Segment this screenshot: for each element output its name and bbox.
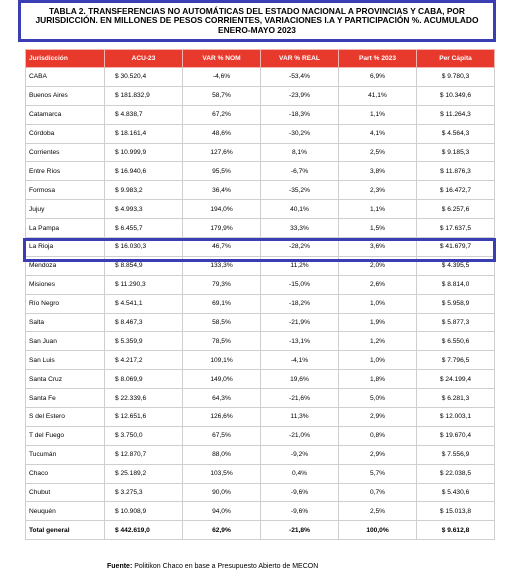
cell-jurisdiccion: Tucumán bbox=[26, 445, 105, 464]
cell-acu23: $ 4.993,3 bbox=[105, 200, 183, 219]
total-cell-var-real: -21,8% bbox=[261, 521, 339, 540]
table-header-row bbox=[26, 50, 495, 68]
cell-part-2023: 2,5% bbox=[339, 502, 417, 521]
cell-jurisdiccion: Río Negro bbox=[26, 294, 105, 313]
cell-part-2023: 1,8% bbox=[339, 370, 417, 389]
cell-jurisdiccion: CABA bbox=[26, 68, 105, 87]
cell-var-real: 8,1% bbox=[261, 143, 339, 162]
cell-var-nom: 46,7% bbox=[183, 238, 261, 257]
cell-jurisdiccion: La Rioja bbox=[26, 238, 105, 257]
cell-part-2023: 2,0% bbox=[339, 256, 417, 275]
cell-per-capita: $ 19.670,4 bbox=[417, 426, 495, 445]
cell-jurisdiccion: La Pampa bbox=[26, 219, 105, 238]
cell-var-nom: 94,0% bbox=[183, 502, 261, 521]
cell-acu23: $ 16.030,3 bbox=[105, 238, 183, 257]
table-row bbox=[26, 162, 495, 181]
table-row bbox=[26, 181, 495, 200]
cell-var-real: 33,3% bbox=[261, 219, 339, 238]
cell-var-nom: -4,6% bbox=[183, 68, 261, 87]
cell-per-capita: $ 11.876,3 bbox=[417, 162, 495, 181]
cell-var-nom: 79,3% bbox=[183, 275, 261, 294]
cell-var-nom: 133,3% bbox=[183, 256, 261, 275]
cell-var-nom: 127,6% bbox=[183, 143, 261, 162]
table-row bbox=[26, 219, 495, 238]
cell-var-nom: 126,6% bbox=[183, 408, 261, 427]
table-row bbox=[26, 86, 495, 105]
cell-part-2023: 5,0% bbox=[339, 389, 417, 408]
cell-acu23: $ 30.520,4 bbox=[105, 68, 183, 87]
header-var-real: VAR % REAL bbox=[261, 50, 339, 68]
table-row bbox=[26, 464, 495, 483]
cell-var-nom: 58,7% bbox=[183, 86, 261, 105]
cell-part-2023: 1,2% bbox=[339, 332, 417, 351]
cell-var-nom: 67,2% bbox=[183, 105, 261, 124]
cell-var-nom: 48,6% bbox=[183, 124, 261, 143]
source-note bbox=[107, 563, 318, 570]
cell-jurisdiccion: Santa Cruz bbox=[26, 370, 105, 389]
cell-per-capita: $ 12.003,1 bbox=[417, 408, 495, 427]
cell-part-2023: 4,1% bbox=[339, 124, 417, 143]
cell-jurisdiccion: Santa Fe bbox=[26, 389, 105, 408]
cell-var-real: 0,4% bbox=[261, 464, 339, 483]
cell-acu23: $ 16.940,6 bbox=[105, 162, 183, 181]
cell-per-capita: $ 8.814,0 bbox=[417, 275, 495, 294]
cell-acu23: $ 10.908,9 bbox=[105, 502, 183, 521]
cell-acu23: $ 8.467,3 bbox=[105, 313, 183, 332]
cell-part-2023: 2,9% bbox=[339, 408, 417, 427]
table-row bbox=[26, 275, 495, 294]
cell-jurisdiccion: Jujuy bbox=[26, 200, 105, 219]
cell-var-real: -30,2% bbox=[261, 124, 339, 143]
table-row bbox=[26, 200, 495, 219]
cell-var-real: -18,3% bbox=[261, 105, 339, 124]
total-cell-var-nom: 62,9% bbox=[183, 521, 261, 540]
cell-var-real: -28,2% bbox=[261, 238, 339, 257]
cell-jurisdiccion: San Juan bbox=[26, 332, 105, 351]
cell-var-real: -6,7% bbox=[261, 162, 339, 181]
cell-var-nom: 90,0% bbox=[183, 483, 261, 502]
cell-part-2023: 3,8% bbox=[339, 162, 417, 181]
cell-acu23: $ 25.189,2 bbox=[105, 464, 183, 483]
cell-part-2023: 41,1% bbox=[339, 86, 417, 105]
cell-jurisdiccion: T del Fuego bbox=[26, 426, 105, 445]
cell-part-2023: 1,1% bbox=[339, 105, 417, 124]
cell-jurisdiccion: Buenos Aires bbox=[26, 86, 105, 105]
cell-acu23: $ 3.275,3 bbox=[105, 483, 183, 502]
table-row bbox=[26, 351, 495, 370]
cell-part-2023: 2,9% bbox=[339, 445, 417, 464]
cell-jurisdiccion: S del Estero bbox=[26, 408, 105, 427]
table-row bbox=[26, 445, 495, 464]
cell-per-capita: $ 7.796,5 bbox=[417, 351, 495, 370]
cell-var-nom: 103,5% bbox=[183, 464, 261, 483]
cell-acu23: $ 12.651,6 bbox=[105, 408, 183, 427]
cell-per-capita: $ 9.780,3 bbox=[417, 68, 495, 87]
cell-per-capita: $ 5.958,9 bbox=[417, 294, 495, 313]
cell-acu23: $ 11.290,3 bbox=[105, 275, 183, 294]
cell-per-capita: $ 6.281,3 bbox=[417, 389, 495, 408]
cell-part-2023: 1,9% bbox=[339, 313, 417, 332]
cell-jurisdiccion: Misiones bbox=[26, 275, 105, 294]
source-label: Fuente: bbox=[107, 563, 133, 570]
cell-part-2023: 1,1% bbox=[339, 200, 417, 219]
cell-per-capita: $ 7.556,9 bbox=[417, 445, 495, 464]
cell-per-capita: $ 15.013,8 bbox=[417, 502, 495, 521]
cell-var-real: -21,6% bbox=[261, 389, 339, 408]
cell-var-real: -15,0% bbox=[261, 275, 339, 294]
cell-jurisdiccion: Corrientes bbox=[26, 143, 105, 162]
cell-var-nom: 78,5% bbox=[183, 332, 261, 351]
cell-per-capita: $ 11.264,3 bbox=[417, 105, 495, 124]
total-cell-jurisdiccion: Total general bbox=[26, 521, 105, 540]
table-title: TABLA 2. TRANSFERENCIAS NO AUTOMÁTICAS DEL ESTADO NACIONAL A PROVINCIAS Y CABA, POR JURISDICCIÓN. EN MILLONES DE PESOS CORRIENTES, VARIACIONES I.A Y PARTICIPACIÓN %. ACUMULADO ENERO-MAYO 2023 bbox=[35, 5, 479, 35]
cell-per-capita: $ 17.637,5 bbox=[417, 219, 495, 238]
cell-var-real: 11,3% bbox=[261, 408, 339, 427]
cell-var-real: 40,1% bbox=[261, 200, 339, 219]
cell-part-2023: 2,6% bbox=[339, 275, 417, 294]
cell-acu23: $ 8.069,9 bbox=[105, 370, 183, 389]
table-row bbox=[26, 332, 495, 351]
total-cell-acu23: $ 442.619,0 bbox=[105, 521, 183, 540]
cell-var-real: -9,2% bbox=[261, 445, 339, 464]
table-row bbox=[26, 256, 495, 275]
table-row bbox=[26, 143, 495, 162]
cell-per-capita: $ 9.185,3 bbox=[417, 143, 495, 162]
cell-acu23: $ 4.217,2 bbox=[105, 351, 183, 370]
table-row bbox=[26, 105, 495, 124]
cell-var-real: -18,2% bbox=[261, 294, 339, 313]
header-var-nom: VAR % NOM bbox=[183, 50, 261, 68]
cell-part-2023: 1,0% bbox=[339, 294, 417, 313]
cell-per-capita: $ 10.349,6 bbox=[417, 86, 495, 105]
cell-acu23: $ 5.359,9 bbox=[105, 332, 183, 351]
cell-var-real: 11,2% bbox=[261, 256, 339, 275]
cell-acu23: $ 22.339,6 bbox=[105, 389, 183, 408]
table-row bbox=[26, 502, 495, 521]
cell-jurisdiccion: San Luis bbox=[26, 351, 105, 370]
cell-per-capita: $ 4.564,3 bbox=[417, 124, 495, 143]
cell-per-capita: $ 5.430,6 bbox=[417, 483, 495, 502]
cell-jurisdiccion: Mendoza bbox=[26, 256, 105, 275]
cell-var-real: -21,0% bbox=[261, 426, 339, 445]
cell-part-2023: 3,6% bbox=[339, 238, 417, 257]
transfers-table bbox=[25, 49, 495, 540]
cell-var-nom: 58,5% bbox=[183, 313, 261, 332]
cell-jurisdiccion: Chaco bbox=[26, 464, 105, 483]
cell-jurisdiccion: Catamarca bbox=[26, 105, 105, 124]
total-cell-per-capita: $ 9.612,8 bbox=[417, 521, 495, 540]
cell-acu23: $ 8.854,9 bbox=[105, 256, 183, 275]
cell-part-2023: 1,0% bbox=[339, 351, 417, 370]
table-row bbox=[26, 68, 495, 87]
cell-per-capita: $ 22.038,5 bbox=[417, 464, 495, 483]
cell-var-real: 19,6% bbox=[261, 370, 339, 389]
cell-jurisdiccion: Neuquén bbox=[26, 502, 105, 521]
cell-jurisdiccion: Chubut bbox=[26, 483, 105, 502]
cell-per-capita: $ 24.199,4 bbox=[417, 370, 495, 389]
table-row bbox=[26, 124, 495, 143]
cell-var-real: -4,1% bbox=[261, 351, 339, 370]
cell-var-nom: 194,0% bbox=[183, 200, 261, 219]
cell-var-nom: 179,9% bbox=[183, 219, 261, 238]
cell-acu23: $ 18.161,4 bbox=[105, 124, 183, 143]
cell-part-2023: 2,3% bbox=[339, 181, 417, 200]
cell-jurisdiccion: Formosa bbox=[26, 181, 105, 200]
table-row bbox=[26, 426, 495, 445]
table-row bbox=[26, 238, 495, 257]
cell-var-real: -9,6% bbox=[261, 502, 339, 521]
cell-part-2023: 0,8% bbox=[339, 426, 417, 445]
cell-acu23: $ 9.983,2 bbox=[105, 181, 183, 200]
cell-jurisdiccion: Entre Ríos bbox=[26, 162, 105, 181]
cell-part-2023: 0,7% bbox=[339, 483, 417, 502]
cell-acu23: $ 4.541,1 bbox=[105, 294, 183, 313]
header-acu23: ACU-23 bbox=[105, 50, 183, 68]
table-row bbox=[26, 483, 495, 502]
cell-jurisdiccion: Córdoba bbox=[26, 124, 105, 143]
table-row bbox=[26, 370, 495, 389]
cell-part-2023: 5,7% bbox=[339, 464, 417, 483]
cell-var-real: -23,9% bbox=[261, 86, 339, 105]
cell-var-nom: 69,1% bbox=[183, 294, 261, 313]
cell-per-capita: $ 5.877,3 bbox=[417, 313, 495, 332]
cell-var-real: -21,9% bbox=[261, 313, 339, 332]
cell-acu23: $ 4.838,7 bbox=[105, 105, 183, 124]
total-cell-part-2023: 100,0% bbox=[339, 521, 417, 540]
cell-jurisdiccion: Salta bbox=[26, 313, 105, 332]
cell-var-real: -13,1% bbox=[261, 332, 339, 351]
cell-part-2023: 2,5% bbox=[339, 143, 417, 162]
table-row bbox=[26, 313, 495, 332]
cell-per-capita: $ 6.550,6 bbox=[417, 332, 495, 351]
header-per-capita: Per Cápita bbox=[417, 50, 495, 68]
cell-part-2023: 6,9% bbox=[339, 68, 417, 87]
cell-var-real: -35,2% bbox=[261, 181, 339, 200]
cell-var-real: -53,4% bbox=[261, 68, 339, 87]
cell-var-nom: 109,1% bbox=[183, 351, 261, 370]
cell-part-2023: 1,5% bbox=[339, 219, 417, 238]
cell-var-nom: 67,5% bbox=[183, 426, 261, 445]
cell-per-capita: $ 4.395,5 bbox=[417, 256, 495, 275]
table-title-box bbox=[18, 0, 496, 42]
cell-acu23: $ 181.832,9 bbox=[105, 86, 183, 105]
table-row bbox=[26, 408, 495, 427]
cell-var-nom: 36,4% bbox=[183, 181, 261, 200]
cell-acu23: $ 3.750,0 bbox=[105, 426, 183, 445]
cell-var-nom: 149,0% bbox=[183, 370, 261, 389]
cell-per-capita: $ 6.257,6 bbox=[417, 200, 495, 219]
cell-acu23: $ 6.455,7 bbox=[105, 219, 183, 238]
cell-per-capita: $ 16.472,7 bbox=[417, 181, 495, 200]
source-text: Politikon Chaco en base a Presupuesto Abierto de MECON bbox=[132, 563, 319, 570]
cell-var-nom: 88,0% bbox=[183, 445, 261, 464]
header-jurisdiccion: Jurisdicción bbox=[26, 50, 105, 68]
cell-per-capita: $ 41.679,7 bbox=[417, 238, 495, 257]
table-row bbox=[26, 294, 495, 313]
header-part-2023: Part % 2023 bbox=[339, 50, 417, 68]
cell-var-nom: 64,3% bbox=[183, 389, 261, 408]
cell-var-real: -9,6% bbox=[261, 483, 339, 502]
table-row bbox=[26, 389, 495, 408]
cell-acu23: $ 12.870,7 bbox=[105, 445, 183, 464]
cell-acu23: $ 10.999,9 bbox=[105, 143, 183, 162]
cell-var-nom: 95,5% bbox=[183, 162, 261, 181]
table-total-row bbox=[26, 521, 495, 540]
